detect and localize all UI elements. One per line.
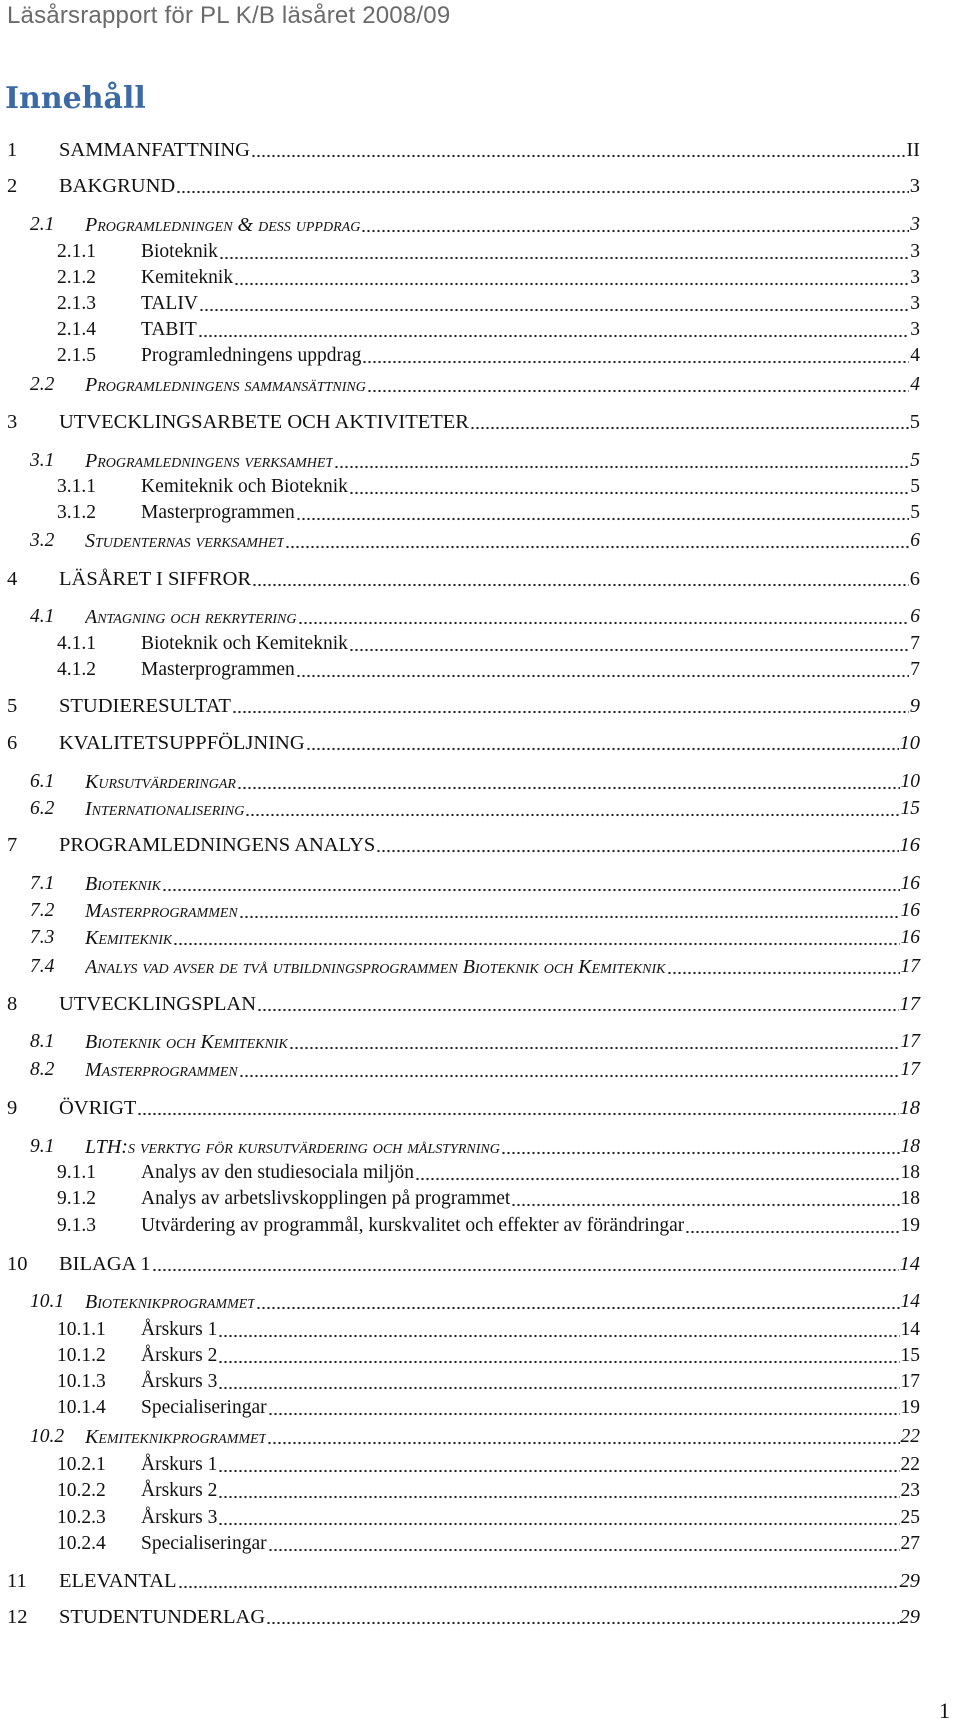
dot-leader xyxy=(415,1163,900,1181)
toc-entry-number: 11 xyxy=(7,1570,27,1592)
toc-entry-title: Kemiteknikprogrammet xyxy=(85,1426,267,1448)
toc-entry[interactable] xyxy=(57,1394,920,1420)
toc-entry-page: 5 xyxy=(910,450,920,471)
toc-entry[interactable] xyxy=(7,729,920,755)
toc-entry-page: 29 xyxy=(899,1606,920,1628)
toc-entry-number: 3.1 xyxy=(30,450,55,471)
toc-entry[interactable] xyxy=(57,290,920,316)
toc-entry-title: Årskurs 3 xyxy=(141,1507,218,1528)
toc-entry[interactable] xyxy=(57,1451,920,1477)
toc-entry-title: UTVECKLINGSPLAN xyxy=(59,993,257,1015)
toc-entry-title: Utvärdering av programmål, kurskvalitet och effekter av förändringar xyxy=(141,1215,685,1236)
dot-leader xyxy=(257,994,898,1012)
toc-entry[interactable] xyxy=(57,1185,920,1211)
toc-entry[interactable] xyxy=(30,1056,920,1082)
dot-leader xyxy=(256,1292,899,1310)
toc-entry-title: Studenternas verksamhet xyxy=(85,530,285,552)
toc-entry-number: 10 xyxy=(7,1253,28,1275)
toc-entry[interactable] xyxy=(7,136,920,162)
toc-entry-page: 16 xyxy=(899,834,920,856)
dot-leader xyxy=(376,835,898,853)
toc-entry-page: 3 xyxy=(910,319,920,340)
dot-leader xyxy=(178,1571,899,1589)
toc-entry-title: Analys av den studiesociala miljön xyxy=(141,1162,414,1183)
toc-entry[interactable] xyxy=(57,316,920,342)
toc-entry-title: PROGRAMLEDNINGENS ANALYS xyxy=(59,834,376,856)
toc-entry-number: 10.2.1 xyxy=(57,1454,106,1475)
toc-entry-title: Bioteknik och Kemiteknik xyxy=(141,633,348,654)
toc-entry[interactable] xyxy=(7,172,920,198)
dot-leader xyxy=(501,1137,900,1155)
toc-entry-title: Programledningens verksamhet xyxy=(85,450,334,472)
dot-leader xyxy=(349,634,909,652)
dot-leader xyxy=(511,1189,899,1207)
toc-entry-title: KVALITETSUPPFÖLJNING xyxy=(59,732,305,754)
toc-entry[interactable] xyxy=(30,371,920,397)
toc-entry[interactable] xyxy=(57,1316,920,1342)
toc-entry-page: 17 xyxy=(900,1371,920,1392)
toc-entry[interactable] xyxy=(30,924,920,950)
toc-entry-page: 14 xyxy=(900,1319,920,1340)
dot-leader xyxy=(367,375,909,393)
toc-entry-number: 10.2.4 xyxy=(57,1533,106,1554)
toc-entry[interactable] xyxy=(7,1250,920,1276)
toc-entry[interactable] xyxy=(30,527,920,553)
dot-leader xyxy=(289,1032,900,1050)
toc-entry-page: 15 xyxy=(900,1345,920,1366)
toc-entry-title: Årskurs 2 xyxy=(141,1480,218,1501)
dot-leader xyxy=(267,1427,899,1445)
toc-entry-number: 8.2 xyxy=(30,1059,55,1080)
toc-entry-page: 16 xyxy=(900,873,920,894)
toc-entry-number: 3 xyxy=(7,411,18,433)
toc-entry[interactable] xyxy=(7,408,920,434)
toc-entry-page: 19 xyxy=(900,1397,920,1418)
toc-entry-title: Årskurs 1 xyxy=(141,1319,218,1340)
toc-entry-title: LTH:s verktyg för kursutvärdering och målstyrning xyxy=(85,1136,500,1158)
toc-entry-page: 3 xyxy=(910,267,920,288)
toc-entry-number: 2.1.1 xyxy=(57,241,96,262)
toc-entry-page: 16 xyxy=(900,927,920,948)
toc-entry-number: 6.2 xyxy=(30,798,55,819)
toc-entry-number: 8.1 xyxy=(30,1031,55,1052)
toc-entry-number: 7.1 xyxy=(30,873,55,894)
dot-leader xyxy=(152,1254,899,1272)
toc-entry-page: 15 xyxy=(900,798,920,819)
toc-entry[interactable] xyxy=(30,447,920,473)
dot-leader xyxy=(266,1607,898,1625)
toc-entry-number: 10.1.1 xyxy=(57,1319,106,1340)
toc-entry-title: Årskurs 2 xyxy=(141,1345,218,1366)
toc-entry-title: ÖVRIGT xyxy=(59,1097,137,1119)
toc-entry-page: 27 xyxy=(900,1533,920,1554)
dot-leader xyxy=(334,451,909,469)
toc-entry-number: 2 xyxy=(7,175,18,197)
dot-leader xyxy=(298,607,910,625)
toc-entry-page: II xyxy=(906,139,920,161)
toc-entry[interactable] xyxy=(57,1504,920,1530)
toc-entry[interactable] xyxy=(7,990,920,1016)
toc-entry[interactable] xyxy=(57,656,920,682)
dot-leader xyxy=(296,503,909,521)
toc-entry-number: 9.1.3 xyxy=(57,1215,96,1236)
toc-entry-number: 10.1.4 xyxy=(57,1397,106,1418)
toc-entry-number: 3.1.2 xyxy=(57,502,96,523)
toc-entry-title: STUDIERESULTAT xyxy=(59,695,231,717)
toc-entry[interactable] xyxy=(30,211,920,237)
toc-entry[interactable] xyxy=(57,342,920,368)
toc-entry-page: 29 xyxy=(899,1570,920,1592)
toc-entry-title: UTVECKLINGSARBETE OCH AKTIVITETER xyxy=(59,411,469,433)
dot-leader xyxy=(285,531,909,549)
toc-entry-title: Kemiteknik xyxy=(141,267,234,288)
toc-entry-page: 4 xyxy=(910,374,920,395)
dot-leader xyxy=(268,1398,900,1416)
toc-entry-title: STUDENTUNDERLAG xyxy=(59,1606,266,1628)
toc-entry-title: LÄSÅRET I SIFFROR xyxy=(59,568,252,590)
toc-entry-page: 7 xyxy=(910,633,920,654)
toc-entry-title: Bioteknik xyxy=(141,241,218,262)
dot-leader xyxy=(137,1098,898,1116)
toc-entry[interactable] xyxy=(30,897,920,923)
toc-entry[interactable] xyxy=(57,630,920,656)
dot-leader xyxy=(685,1216,899,1234)
toc-entry-number: 4.1 xyxy=(30,606,55,627)
page-number: 1 xyxy=(939,1698,950,1723)
dot-leader xyxy=(173,928,899,946)
toc-entry-title: Analys av arbetslivskopplingen på programmet xyxy=(141,1188,511,1209)
toc-entry[interactable] xyxy=(57,238,920,264)
toc-entry[interactable] xyxy=(57,1530,920,1556)
toc-entry-title: Kemiteknik och Bioteknik xyxy=(141,476,348,497)
toc-entry-page: 5 xyxy=(910,502,920,523)
toc-entry-number: 10.2 xyxy=(30,1426,65,1447)
toc-entry-page: 7 xyxy=(910,659,920,680)
toc-entry-title: Programledningens uppdrag xyxy=(141,345,362,366)
toc-entry-number: 2.1.4 xyxy=(57,319,96,340)
toc-entry-title: Specialiseringar xyxy=(141,1533,267,1554)
dot-leader xyxy=(162,874,899,892)
dot-leader xyxy=(218,1372,899,1390)
toc-entry-number: 5 xyxy=(7,695,18,717)
toc-entry-number: 10.1.2 xyxy=(57,1345,106,1366)
dot-leader xyxy=(239,901,900,919)
toc-entry-title: Masterprogrammen xyxy=(85,900,238,922)
toc-entry-title: ELEVANTAL xyxy=(59,1570,177,1592)
toc-entry-title: TALIV xyxy=(141,293,198,314)
toc-entry-page: 22 xyxy=(900,1426,920,1447)
toc-entry-number: 10.2.3 xyxy=(57,1507,106,1528)
toc-entry-number: 8 xyxy=(7,993,18,1015)
toc-entry-page: 18 xyxy=(900,1162,920,1183)
toc-entry[interactable] xyxy=(30,953,920,979)
toc-entry-title: Bioteknik och Kemiteknik xyxy=(85,1031,288,1053)
dot-leader xyxy=(252,569,909,587)
toc-entry[interactable] xyxy=(30,1133,920,1159)
toc-entry-title: Programledningen & dess uppdrag xyxy=(85,214,361,236)
toc-entry[interactable] xyxy=(57,499,920,525)
toc-entry-number: 12 xyxy=(7,1606,28,1628)
toc-entry-title: Kursutvärderingar xyxy=(85,771,236,793)
dot-leader xyxy=(667,957,900,975)
toc-entry-number: 2.1.5 xyxy=(57,345,96,366)
toc-entry[interactable] xyxy=(30,768,920,794)
toc-entry[interactable] xyxy=(30,870,920,896)
toc-entry-page: 6 xyxy=(910,606,920,627)
toc-entry[interactable] xyxy=(7,565,920,591)
toc-entry-number: 9.1.1 xyxy=(57,1162,96,1183)
toc-entry[interactable] xyxy=(30,1423,920,1449)
toc-entry[interactable] xyxy=(7,1567,920,1593)
toc-entry-page: 6 xyxy=(910,530,920,551)
toc-entry-number: 3.2 xyxy=(30,530,55,551)
toc-entry[interactable] xyxy=(30,795,920,821)
toc-entry[interactable] xyxy=(7,692,920,718)
toc-entry-title: BILAGA 1 xyxy=(59,1253,151,1275)
toc-entry-page: 17 xyxy=(899,993,920,1015)
toc-entry-number: 7.3 xyxy=(30,927,55,948)
toc-entry-title: Årskurs 1 xyxy=(141,1454,218,1475)
toc-entry-page: 3 xyxy=(910,293,920,314)
toc-entry-title: Bioteknik xyxy=(85,873,162,895)
dot-leader xyxy=(218,1481,899,1499)
dot-leader xyxy=(268,1534,900,1552)
dot-leader xyxy=(218,1508,899,1526)
toc-entry[interactable] xyxy=(7,831,920,857)
toc-entry-number: 10.1.3 xyxy=(57,1371,106,1392)
toc-entry-number: 6.1 xyxy=(30,771,55,792)
dot-leader xyxy=(251,140,905,158)
toc-entry-number: 10.1 xyxy=(30,1291,65,1312)
toc-entry-number: 2.1 xyxy=(30,214,55,235)
toc-entry-number: 4.1.1 xyxy=(57,633,96,654)
dot-leader xyxy=(218,1320,899,1338)
toc-entry-page: 14 xyxy=(899,1253,920,1275)
toc-entry[interactable] xyxy=(7,1094,920,1120)
toc-entry-page: 4 xyxy=(910,345,920,366)
toc-entry-page: 5 xyxy=(909,411,920,433)
toc-heading: Innehåll xyxy=(5,81,146,116)
toc-entry-page: 9 xyxy=(909,695,920,717)
toc-entry-page: 19 xyxy=(900,1215,920,1236)
toc-entry-title: Analys vad avser de två utbildningsprogrammen Bioteknik och Kemiteknik xyxy=(85,956,666,978)
toc-entry-page: 17 xyxy=(900,956,920,977)
toc-entry[interactable] xyxy=(57,473,920,499)
toc-entry-page: 10 xyxy=(899,732,920,754)
dot-leader xyxy=(199,294,909,312)
toc-entry[interactable] xyxy=(57,1212,920,1238)
running-header: Läsårsrapport för PL K/B läsåret 2008/09 xyxy=(7,2,451,29)
toc-entry[interactable] xyxy=(30,1028,920,1054)
toc-entry-page: 18 xyxy=(900,1188,920,1209)
dot-leader xyxy=(362,346,909,364)
dot-leader xyxy=(198,320,909,338)
toc-entry[interactable] xyxy=(57,264,920,290)
toc-entry-title: Kemiteknik xyxy=(85,927,173,949)
dot-leader xyxy=(234,268,909,286)
toc-entry-title: Internationalisering xyxy=(85,798,245,820)
toc-entry-number: 7 xyxy=(7,834,18,856)
toc-entry-page: 18 xyxy=(899,1097,920,1119)
toc-entry-title: Bioteknikprogrammet xyxy=(85,1291,256,1313)
toc-entry-number: 1 xyxy=(7,139,18,161)
dot-leader xyxy=(296,660,909,678)
toc-entry-title: Masterprogrammen xyxy=(141,659,295,680)
toc-entry-number: 9.1 xyxy=(30,1136,55,1157)
dot-leader xyxy=(245,799,899,817)
toc-entry-number: 2.1.3 xyxy=(57,293,96,314)
dot-leader xyxy=(232,696,909,714)
toc-entry-title: Masterprogrammen xyxy=(141,502,295,523)
dot-leader xyxy=(176,176,909,194)
toc-entry[interactable] xyxy=(30,1288,920,1314)
toc-entry[interactable] xyxy=(30,603,920,629)
toc-entry-page: 14 xyxy=(900,1291,920,1312)
dot-leader xyxy=(349,477,909,495)
toc-entry-number: 6 xyxy=(7,732,18,754)
dot-leader xyxy=(361,215,909,233)
toc-entry-number: 9 xyxy=(7,1097,18,1119)
toc-entry[interactable] xyxy=(57,1342,920,1368)
toc-entry-page: 5 xyxy=(910,476,920,497)
dot-leader xyxy=(306,733,899,751)
toc-entry[interactable] xyxy=(57,1368,920,1394)
toc-entry-number: 7.4 xyxy=(30,956,55,977)
toc-entry-title: Antagning och rekrytering xyxy=(85,606,297,628)
toc-entry-number: 2.2 xyxy=(30,374,55,395)
toc-entry[interactable] xyxy=(57,1477,920,1503)
toc-entry-page: 10 xyxy=(900,771,920,792)
toc-entry-number: 3.1.1 xyxy=(57,476,96,497)
dot-leader xyxy=(218,1455,899,1473)
toc-entry-page: 23 xyxy=(900,1480,920,1501)
dot-leader xyxy=(237,772,900,790)
toc-entry-number: 9.1.2 xyxy=(57,1188,96,1209)
toc-entry-number: 4.1.2 xyxy=(57,659,96,680)
toc-entry-title: Masterprogrammen xyxy=(85,1059,238,1081)
dot-leader xyxy=(239,1060,900,1078)
toc-entry-page: 3 xyxy=(910,241,920,262)
toc-entry-title: TABIT xyxy=(141,319,197,340)
dot-leader xyxy=(219,242,909,260)
toc-entry-title: Programledningens sammansättning xyxy=(85,374,366,396)
toc-entry-title: SAMMANFATTNING xyxy=(59,139,250,161)
toc-entry-page: 6 xyxy=(909,568,920,590)
dot-leader xyxy=(218,1346,899,1364)
toc-entry-title: Årskurs 3 xyxy=(141,1371,218,1392)
toc-entry-page: 25 xyxy=(900,1507,920,1528)
toc-entry-title: Specialiseringar xyxy=(141,1397,267,1418)
toc-entry[interactable] xyxy=(7,1603,920,1629)
dot-leader xyxy=(470,412,909,430)
toc-entry-number: 4 xyxy=(7,568,18,590)
toc-entry-page: 3 xyxy=(909,175,920,197)
toc-entry-page: 17 xyxy=(900,1059,920,1080)
toc-entry-page: 16 xyxy=(900,900,920,921)
toc-entry-number: 2.1.2 xyxy=(57,267,96,288)
toc-entry-page: 17 xyxy=(900,1031,920,1052)
toc-entry-page: 18 xyxy=(900,1136,920,1157)
toc-entry-number: 10.2.2 xyxy=(57,1480,106,1501)
toc-entry-number: 7.2 xyxy=(30,900,55,921)
toc-entry-page: 22 xyxy=(900,1454,920,1475)
toc-entry[interactable] xyxy=(57,1159,920,1185)
toc-entry-page: 3 xyxy=(910,214,920,235)
toc-entry-title: BAKGRUND xyxy=(59,175,176,197)
